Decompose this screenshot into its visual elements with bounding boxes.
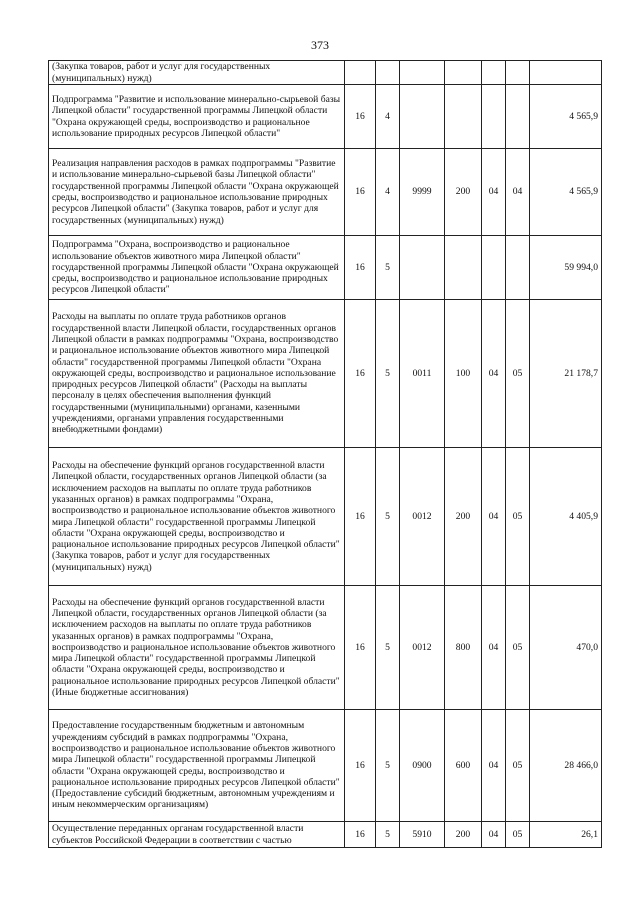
code-cell [482,85,506,149]
table-row [49,61,602,85]
code-cell: 05 [506,822,530,848]
code-cell: 16 [345,236,376,300]
code-cell [400,61,445,85]
code-cell: 5 [376,300,400,448]
table-row [49,300,602,448]
table-row [49,236,602,300]
amount-cell: 4 565,9 [530,85,602,149]
code-cell [445,85,482,149]
code-cell: 9999 [400,149,445,236]
code-cell: 0011 [400,300,445,448]
code-cell: 05 [506,448,530,586]
code-cell: 05 [506,710,530,822]
amount-cell: 470,0 [530,586,602,710]
code-cell: 16 [345,300,376,448]
code-cell: 05 [506,300,530,448]
code-cell: 16 [345,149,376,236]
amount-cell: 4 565,9 [530,149,602,236]
code-cell: 5 [376,448,400,586]
table-row [49,822,602,848]
amount-cell: 21 178,7 [530,300,602,448]
page-number: 373 [311,38,329,52]
code-cell: 5 [376,822,400,848]
amount-cell: 59 994,0 [530,236,602,300]
code-cell: 0012 [400,448,445,586]
code-cell: 5910 [400,822,445,848]
row-description: Расходы на обеспечение функций органов государственной власти Липецкой области, государственных органов Липецкой области (за исключением расходов на выплаты по оплате труда работников указанных органов) в рамках подпрограммы "Охрана, воспроизводство и рациональное использование объектов животного мира Липецкой области" государственной программы Липецкой области "Охрана окружающей среды, воспроизводство и рациональное использование природных ресурсов Липецкой области" (Закупка товаров, работ и услуг для государственных (муниципальных) нужд) [49,448,345,586]
code-cell: 04 [482,710,506,822]
code-cell: 04 [482,448,506,586]
code-cell [400,85,445,149]
row-description: Подпрограмма "Развитие и использование минерально-сырьевой базы Липецкой области" государственной программы Липецкой области "Охрана окружающей среды, воспроизводство и рациональное использование природных ресурсов Липецкой области" [49,85,345,149]
code-cell: 200 [445,448,482,586]
code-cell [506,61,530,85]
code-cell: 800 [445,586,482,710]
code-cell [445,236,482,300]
code-cell: 04 [482,300,506,448]
row-description: Расходы на выплаты по оплате труда работников органов государственной власти Липецкой области, государственных органов Липецкой области в рамках подпрограммы "Охрана, воспроизводство и рациональное использование объектов животного мира Липецкой области" государственной программы Липецкой области "Охрана окружающей среды, воспроизводство и рациональное использование природных ресурсов Липецкой области" (Расходы на выплаты персоналу в целях обеспечения выполнения функций государственными (муниципальными) органами, казенными учреждениями, органами управления государственными внебюджетными фондами) [49,300,345,448]
amount-cell: 28 466,0 [530,710,602,822]
row-description: (Закупка товаров, работ и услуг для государственных (муниципальных) нужд) [49,61,345,85]
code-cell: 16 [345,822,376,848]
code-cell: 04 [482,149,506,236]
code-cell: 05 [506,586,530,710]
table-row [49,149,602,236]
row-description: Предоставление государственным бюджетным и автономным учреждениям субсидий в рамках подпрограммы "Охрана, воспроизводство и рациональное использование объектов животного мира Липецкой области" государственной программы Липецкой области "Охрана окружающей среды, воспроизводство и рациональное использование природных ресурсов Липецкой области" (Предоставление субсидий бюджетным, автономным учреждениям и иным некоммерческим организациям) [49,710,345,822]
row-description: Расходы на обеспечение функций органов государственной власти Липецкой области, государственных органов Липецкой области (за исключением расходов на выплаты по оплате труда работников указанных органов) в рамках подпрограммы "Охрана, воспроизводство и рациональное использование объектов животного мира Липецкой области" государственной программы Липецкой области "Охрана окружающей среды, воспроизводство и рациональное использование природных ресурсов Липецкой области" (Иные бюджетные ассигнования) [49,586,345,710]
code-cell: 0900 [400,710,445,822]
row-description: Подпрограмма "Охрана, воспроизводство и рациональное использование объектов животного мира Липецкой области" государственной программы Липецкой области "Охрана окружающей среды, воспроизводство и рациональное использование природных ресурсов Липецкой области" [49,236,345,300]
row-description: Реализация направления расходов в рамках подпрограммы "Развитие и использование минерально-сырьевой базы Липецкой области" государственной программы Липецкой области "Охрана окружающей среды, воспроизводство и рациональное использование природных ресурсов Липецкой области" (Закупка товаров, работ и услуг для государственных (муниципальных) нужд) [49,149,345,236]
code-cell: 200 [445,149,482,236]
code-cell: 16 [345,586,376,710]
code-cell: 200 [445,822,482,848]
code-cell [345,61,376,85]
row-description: Осуществление переданных органам государственной власти субъектов Российской Федерации в соответствии с частью [49,822,345,848]
code-cell [376,61,400,85]
code-cell: 5 [376,586,400,710]
budget-table [48,60,602,848]
table-row [49,448,602,586]
code-cell: 16 [345,448,376,586]
code-cell [482,236,506,300]
code-cell: 4 [376,85,400,149]
code-cell: 04 [482,822,506,848]
table-row [49,85,602,149]
table-row [49,586,602,710]
code-cell: 04 [506,149,530,236]
code-cell: 16 [345,85,376,149]
amount-cell: 26,1 [530,822,602,848]
code-cell [506,236,530,300]
code-cell [482,61,506,85]
code-cell: 16 [345,710,376,822]
amount-cell: 4 405,9 [530,448,602,586]
code-cell [445,61,482,85]
amount-cell [530,61,602,85]
table-row [49,710,602,822]
code-cell: 4 [376,149,400,236]
code-cell: 04 [482,586,506,710]
code-cell: 600 [445,710,482,822]
code-cell: 5 [376,710,400,822]
code-cell: 0012 [400,586,445,710]
code-cell [506,85,530,149]
code-cell: 100 [445,300,482,448]
code-cell [400,236,445,300]
code-cell: 5 [376,236,400,300]
